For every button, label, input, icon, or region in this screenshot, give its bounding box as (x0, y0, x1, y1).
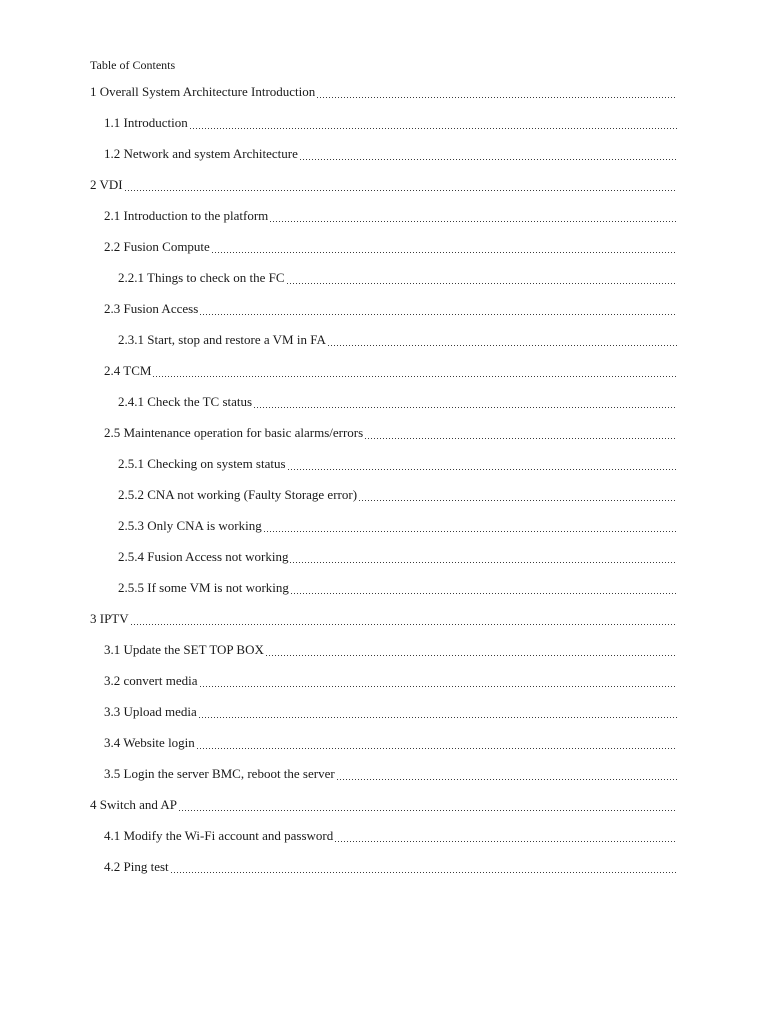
toc-entry-text: 2.5.2 CNA not working (Faulty Storage error) (118, 487, 358, 502)
toc-heading: Table of Contents (90, 58, 176, 72)
toc-entry[interactable] (104, 423, 677, 441)
toc-dot-leader (211, 239, 677, 255)
toc-dot-leader (199, 673, 678, 689)
toc-entry-text: 2.5 Maintenance operation for basic alarms/errors (104, 425, 364, 440)
toc-dot-leader (189, 115, 677, 131)
toc-entry-text: 3.1 Update the SET TOP BOX (104, 642, 264, 657)
toc-entry-text: 3 IPTV (90, 611, 129, 626)
toc-entry-text: 3.2 convert media (104, 673, 198, 688)
toc-entry[interactable] (90, 175, 677, 193)
toc-entry[interactable] (104, 640, 677, 658)
toc-entry[interactable] (104, 702, 677, 720)
toc-dot-leader (265, 642, 677, 658)
toc-entry[interactable] (118, 330, 677, 348)
toc-dot-leader (336, 766, 677, 782)
toc-entry[interactable] (104, 733, 677, 751)
toc-entry-text: 2.2 Fusion Compute (104, 239, 210, 254)
toc-entry[interactable] (104, 857, 677, 875)
toc-entry[interactable] (104, 237, 677, 255)
toc-entry[interactable] (118, 392, 677, 410)
toc-dot-leader (198, 704, 677, 720)
toc-entry-text: 2.3 Fusion Access (104, 301, 199, 316)
toc-entry[interactable] (104, 361, 677, 379)
toc-entry[interactable] (104, 144, 677, 162)
toc-entry-text: 4.1 Modify the Wi-Fi account and password (104, 828, 334, 843)
toc-entry[interactable] (90, 609, 677, 627)
toc-entry[interactable] (90, 82, 677, 100)
toc-dot-leader (286, 270, 677, 286)
toc-dot-leader (170, 859, 677, 875)
toc-entry[interactable] (118, 268, 677, 286)
toc-entry-text: 2.5.5 If some VM is not working (118, 580, 289, 595)
toc-dot-leader (289, 549, 677, 565)
toc-entry-text: 2.4.1 Check the TC status (118, 394, 253, 409)
toc-entry[interactable] (118, 547, 677, 565)
toc-dot-leader (287, 456, 677, 472)
toc-entry-text: 2.3.1 Start, stop and restore a VM in FA (118, 332, 326, 347)
toc-entry[interactable] (118, 516, 677, 534)
toc-entry-text: 2.1 Introduction to the platform (104, 208, 269, 223)
toc-entry-text: 1.2 Network and system Architecture (104, 146, 298, 161)
toc-entry[interactable] (104, 671, 677, 689)
toc-dot-leader (152, 363, 677, 379)
toc-entry[interactable] (104, 206, 677, 224)
toc-entry[interactable] (118, 454, 677, 472)
toc-entry-text: 4.2 Ping test (104, 859, 169, 874)
toc-dot-leader (290, 580, 677, 596)
toc-entry-text: 3.3 Upload media (104, 704, 197, 719)
toc-dot-leader (364, 425, 677, 441)
toc-dot-leader (358, 487, 677, 503)
toc-dot-leader (196, 735, 677, 751)
toc-dot-leader (269, 208, 677, 224)
toc-entry-text: 2.5.3 Only CNA is working (118, 518, 262, 533)
toc-entry-text: 2.5.4 Fusion Access not working (118, 549, 289, 564)
toc-entry-text: 4 Switch and AP (90, 797, 178, 812)
toc-entry[interactable] (118, 578, 677, 596)
toc-dot-leader (199, 301, 677, 317)
toc-dot-leader (327, 332, 677, 348)
toc-dot-leader (124, 177, 677, 193)
toc-entry-text: 3.5 Login the server BMC, reboot the server (104, 766, 335, 781)
toc-entry[interactable] (104, 299, 677, 317)
toc-dot-leader (130, 611, 677, 627)
toc-entry-text: 1 Overall System Architecture Introduction (90, 84, 316, 99)
toc-dot-leader (263, 518, 677, 534)
toc-entry[interactable] (118, 485, 677, 503)
toc-entry[interactable] (104, 826, 677, 844)
toc-entry[interactable] (104, 113, 677, 131)
toc-dot-leader (316, 84, 677, 100)
toc-entry-text: 2 VDI (90, 177, 123, 192)
toc-entry-text: 2.2.1 Things to check on the FC (118, 270, 285, 285)
toc-dot-leader (253, 394, 677, 410)
toc-entry-text: 3.4 Website login (104, 735, 195, 750)
toc-entry-text: 2.4 TCM (104, 363, 152, 378)
toc-dot-leader (334, 828, 677, 844)
toc-entry[interactable] (104, 764, 677, 782)
toc-entry-text: 1.1 Introduction (104, 115, 188, 130)
toc-entry[interactable] (90, 795, 677, 813)
toc-dot-leader (299, 146, 677, 162)
toc-entry-text: 2.5.1 Checking on system status (118, 456, 286, 471)
toc-dot-leader (178, 797, 677, 813)
